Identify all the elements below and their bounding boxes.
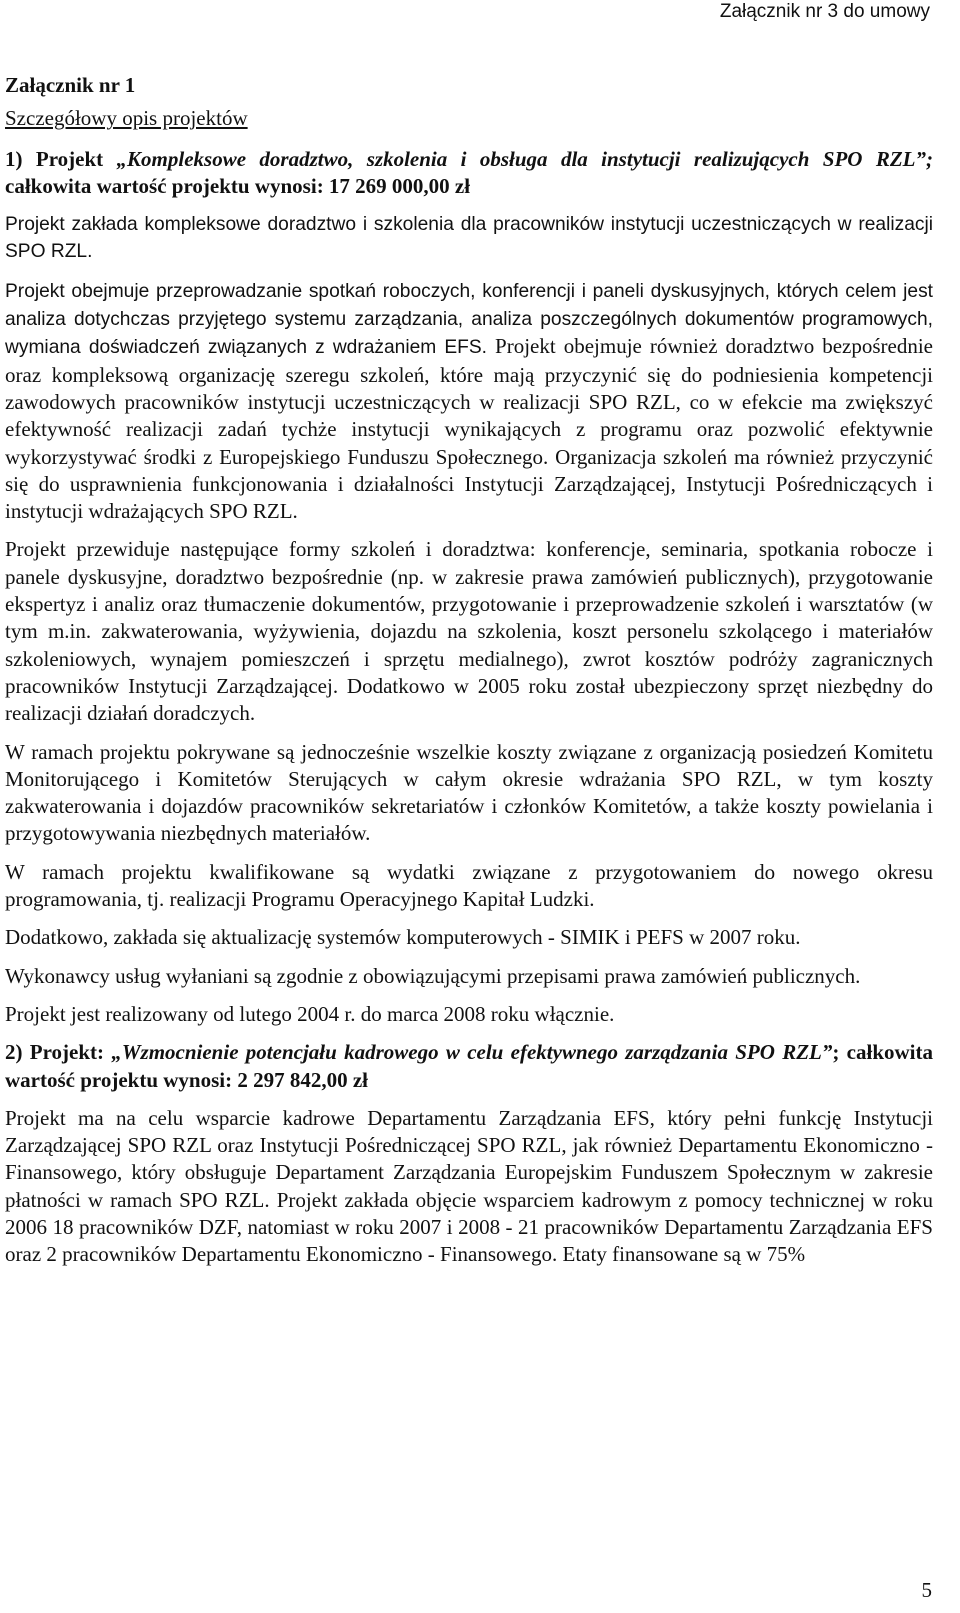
section-2-prefix: 2) Projekt: (5, 1040, 112, 1065)
section-1-paragraph: Wykonawcy usług wyłaniani są zgodnie z obowiązującymi przepisami prawa zamówień publicznych. (5, 963, 861, 988)
annex-header: Załącznik nr 3 do umowy (719, 1, 930, 22)
section-1-paragraph (5, 277, 933, 526)
section-1-paragraph-sans-part: Projekt obejmuje przeprowadzanie spotkań roboczych, konferencji i paneli dyskusyjnych, których celem jest analiza dotychczas przyjętego systemu zarządzania, analiza poszczególnych dokumentów programowych, wymiana doświadczeń związanych z wdrażaniem EFS. (5, 280, 933, 359)
section-1-value: całkowita wartość projektu wynosi: 17 269 000,00 zł (5, 173, 471, 198)
section-1-paragraph: Projekt przewiduje następujące formy szkoleń i doradztwa: konferencje, seminaria, spotkania robocze i panele dyskusyjne, doradztwo bezpośrednie (np. w zakresie prawa zamówień publicznych), przygotowanie ekspertyz i analiz oraz tłumaczenie dokumentów, przygotowanie i przeprowadzenie szkoleń i warsztatów (w tym m.in. zakwaterowania, wyżywienia, dojazdu na szkolenia, koszt personelu szkolącego i materiałów szkoleniowych, wynajem pomieszczeń i sprzętu medialnego), zwrot kosztów podróży zagranicznych pracowników Instytucji Zarządzającej. Dodatkowo w 2005 roku został ubezpieczony sprzęt niezbędny do realizacji działań doradczych. (5, 537, 933, 726)
section-1-heading (5, 146, 933, 201)
document-subtitle: Szczegółowy opis projektów (5, 106, 248, 131)
document-body (5, 72, 933, 1280)
section-1-paragraph: Projekt jest realizowany od lutego 2004 r. do marca 2008 roku włącznie. (5, 1001, 615, 1026)
document-title: Załącznik nr 1 (5, 73, 136, 97)
section-2-project-name: „Wzmocnienie potencjału kadrowego w celu efektywnego zarządzania SPO RZL” (111, 1040, 833, 1065)
section-1-prefix: 1) Projekt (5, 146, 117, 171)
section-2-heading (5, 1039, 933, 1094)
section-2-paragraph: Projekt ma na celu wsparcie kadrowe Departamentu Zarządzania EFS, który pełni funkcję Instytucji Zarządzającej SPO RZL oraz Instytucji Pośredniczącej SPO RZL, jak również Departamentu Ekonomiczno - Finansowego, który obsługuje Departament Zarządzania Europejskim Funduszem Społecznym w zakresie płatności w ramach SPO RZL. Projekt zakłada objęcie wsparciem kadrowym z pomocy technicznej w roku 2006 18 pracowników DZF, natomiast w roku 2007 i 2008 - 21 pracowników Departamentu Zarządzania EFS oraz 2 pracowników Departamentu Ekonomiczno - Finansowego. Etaty finansowane są w 75% (5, 1105, 933, 1267)
section-2-value: ; całkowita wartość projektu wynosi: 2 297 842,00 zł (5, 1040, 934, 1092)
section-1-paragraph: Projekt zakłada kompleksowe doradztwo i szkolenia dla pracowników instytucji uczestniczących w realizacji SPO RZL. (5, 214, 933, 263)
section-1-paragraph: Dodatkowo, zakłada się aktualizację systemów komputerowych - SIMIK i PEFS w 2007 roku. (5, 925, 801, 950)
section-1-paragraph: W ramach projektu kwalifikowane są wydatki związane z przygotowaniem do nowego okresu programowania, tj. realizacji Programu Operacyjnego Kapitał Ludzki. (5, 859, 933, 912)
section-1-paragraph: W ramach projektu pokrywane są jednocześnie wszelkie koszty związane z organizacją posiedzeń Komitetu Monitorującego i Komitetów Sterujących w całym okresie wdrażania SPO RZL, w tym koszty zakwaterowania i dojazdów pracowników sekretariatów i członków Komitetów, a także koszty powielania i przygotowywania niezbędnych materiałów. (5, 739, 933, 846)
section-1-paragraph-serif-part: Projekt obejmuje również doradztwo bezpośrednie oraz kompleksową organizację szeregu szkoleń, które mają przyczynić się do podniesienia kompetencji zawodowych pracowników instytucji uczestniczących w realizacji SPO RZL, co w efekcie ma zwiększyć efektywność realizacji zadań tychże instytucji wynikających z programu oraz pozwolić efektywnie wykorzystywać środki z Europejskiego Funduszu Społecznego. Organizacja szkoleń ma również przyczynić się do usprawnienia funkcjonowania i działalności Instytucji Zarządzającej, Instytucji Pośredniczących i instytucji wdrażających SPO RZL. (5, 334, 933, 524)
page-number: 5 (921, 1578, 932, 1602)
section-1-project-name: „Kompleksowe doradztwo, szkolenia i obsługa dla instytucji realizujących SPO RZL”; (116, 146, 933, 171)
